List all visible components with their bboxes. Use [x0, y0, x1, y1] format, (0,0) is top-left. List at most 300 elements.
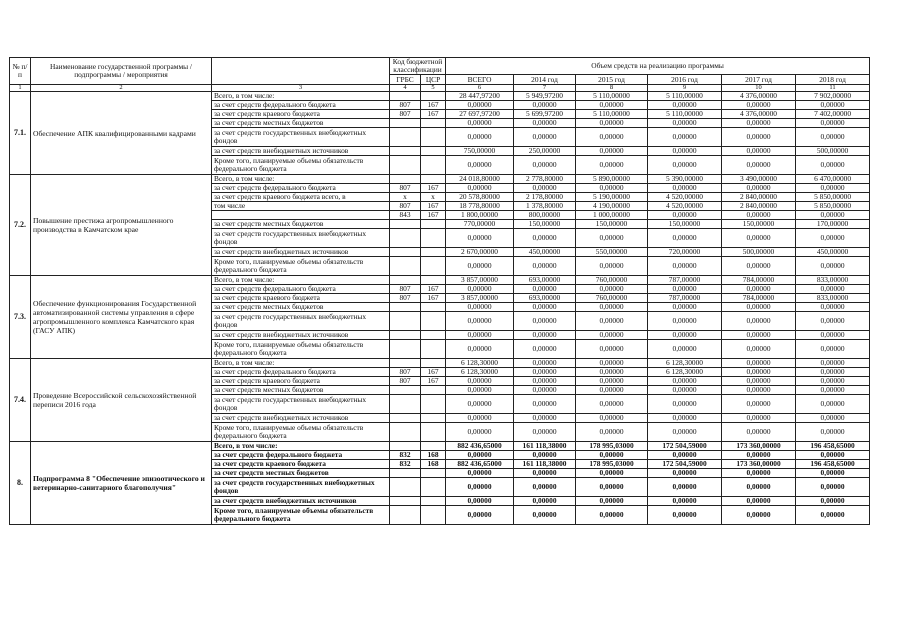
csr-code	[421, 414, 446, 423]
grbs-code	[390, 128, 421, 147]
amount-year: 450,00000	[796, 248, 870, 257]
csr-code	[421, 175, 446, 184]
amount-total: 0,00000	[446, 469, 514, 478]
amount-year: 0,00000	[576, 303, 648, 312]
amount-year: 0,00000	[648, 340, 722, 359]
amount-year: 0,00000	[796, 101, 870, 110]
amount-year: 0,00000	[796, 156, 870, 175]
amount-year: 0,00000	[722, 128, 796, 147]
amount-year: 0,00000	[796, 119, 870, 128]
amount-total: 0,00000	[446, 312, 514, 331]
csr-code: 167	[421, 368, 446, 377]
amount-year: 0,00000	[722, 101, 796, 110]
amount-year: 150,00000	[722, 220, 796, 229]
amount-total: 0,00000	[446, 386, 514, 395]
header-year: 2018 год	[796, 75, 870, 85]
amount-year: 5 110,00000	[576, 110, 648, 119]
grbs-code	[390, 497, 421, 506]
amount-year: 0,00000	[796, 506, 870, 525]
amount-year: 0,00000	[514, 303, 576, 312]
grbs-code: 807	[390, 202, 421, 211]
amount-year: 787,00000	[648, 276, 722, 285]
amount-year: 0,00000	[648, 377, 722, 386]
amount-year: 0,00000	[796, 312, 870, 331]
amount-year: 0,00000	[722, 229, 796, 248]
amount-year: 0,00000	[722, 119, 796, 128]
amount-total: 0,00000	[446, 285, 514, 294]
amount-year: 6 128,30000	[648, 368, 722, 377]
funding-source: за счет средств краевого бюджета всего, в	[212, 193, 390, 202]
amount-year: 0,00000	[722, 414, 796, 423]
amount-year: 2 178,80000	[514, 193, 576, 202]
amount-year: 0,00000	[576, 368, 648, 377]
amount-year: 0,00000	[576, 423, 648, 442]
funding-source: за счет средств федерального бюджета	[212, 101, 390, 110]
budget-table	[9, 57, 870, 525]
grbs-code	[390, 220, 421, 229]
amount-year: 0,00000	[722, 312, 796, 331]
table-body	[10, 92, 870, 525]
amount-year: 0,00000	[576, 497, 648, 506]
csr-code	[421, 257, 446, 276]
grbs-code	[390, 506, 421, 525]
amount-year: 4 376,00000	[722, 92, 796, 101]
amount-year: 5 850,00000	[796, 193, 870, 202]
amount-year: 7 402,00000	[796, 110, 870, 119]
grbs-code	[390, 331, 421, 340]
grbs-code	[390, 156, 421, 175]
funding-source: за счет средств государственных внебюджетных фондов	[212, 128, 390, 147]
amount-year: 0,00000	[576, 340, 648, 359]
amount-year: 0,00000	[648, 386, 722, 395]
funding-source: за счет средств внебюджетных источников	[212, 497, 390, 506]
column-number: 7	[514, 85, 576, 92]
grbs-code: 807	[390, 377, 421, 386]
funding-source: за счет средств государственных внебюджетных фондов	[212, 395, 390, 414]
grbs-code: 807	[390, 184, 421, 193]
amount-year: 720,00000	[648, 248, 722, 257]
amount-year: 7 902,00000	[796, 92, 870, 101]
amount-total: 882 436,65000	[446, 442, 514, 451]
section-number: 7.4.	[10, 359, 31, 442]
amount-total: 0,00000	[446, 377, 514, 386]
csr-code	[421, 506, 446, 525]
amount-year: 0,00000	[514, 377, 576, 386]
amount-year: 196 458,65000	[796, 442, 870, 451]
amount-year: 0,00000	[514, 331, 576, 340]
amount-total: 2 670,00000	[446, 248, 514, 257]
amount-year: 0,00000	[722, 451, 796, 460]
amount-year: 500,00000	[722, 248, 796, 257]
funding-source: за счет средств местных бюджетов	[212, 386, 390, 395]
table-row	[10, 276, 870, 285]
amount-year: 0,00000	[648, 497, 722, 506]
column-number: 4	[390, 85, 421, 92]
grbs-code: 843	[390, 211, 421, 220]
amount-year: 150,00000	[576, 220, 648, 229]
amount-year: 0,00000	[576, 469, 648, 478]
grbs-code: x	[390, 193, 421, 202]
amount-year: 0,00000	[514, 506, 576, 525]
amount-year: 2 778,80000	[514, 175, 576, 184]
csr-code	[421, 331, 446, 340]
amount-year: 0,00000	[722, 257, 796, 276]
amount-year: 0,00000	[648, 423, 722, 442]
amount-year: 0,00000	[648, 229, 722, 248]
amount-year: 0,00000	[722, 377, 796, 386]
funding-source: за счет средств краевого бюджета	[212, 294, 390, 303]
header-source	[212, 58, 390, 85]
csr-code	[421, 359, 446, 368]
amount-year: 4 376,00000	[722, 110, 796, 119]
section-number: 7.3.	[10, 276, 31, 359]
amount-year: 5 190,00000	[576, 193, 648, 202]
csr-code	[421, 248, 446, 257]
amount-year: 693,00000	[514, 276, 576, 285]
amount-year: 0,00000	[514, 414, 576, 423]
grbs-code: 807	[390, 294, 421, 303]
funding-source: за счет средств государственных внебюджетных фондов	[212, 229, 390, 248]
amount-year: 0,00000	[796, 184, 870, 193]
amount-year: 5 110,00000	[576, 92, 648, 101]
csr-code: 167	[421, 101, 446, 110]
amount-year: 4 520,00000	[648, 202, 722, 211]
funding-source: за счет средств федерального бюджета	[212, 368, 390, 377]
table-row	[10, 359, 870, 368]
amount-year: 0,00000	[576, 506, 648, 525]
amount-year: 0,00000	[648, 156, 722, 175]
amount-year: 550,00000	[576, 248, 648, 257]
amount-year: 833,00000	[796, 276, 870, 285]
funding-source: за счет средств краевого бюджета	[212, 460, 390, 469]
amount-total: 0,00000	[446, 414, 514, 423]
amount-year: 0,00000	[796, 377, 870, 386]
amount-year: 0,00000	[514, 469, 576, 478]
amount-year: 0,00000	[576, 377, 648, 386]
amount-year: 0,00000	[796, 331, 870, 340]
amount-year: 0,00000	[576, 359, 648, 368]
amount-year: 0,00000	[514, 184, 576, 193]
table-row	[10, 175, 870, 184]
amount-year: 4 520,00000	[648, 193, 722, 202]
amount-year: 0,00000	[576, 257, 648, 276]
amount-year: 833,00000	[796, 294, 870, 303]
grbs-code	[390, 395, 421, 414]
funding-source: Кроме того, планируемые объемы обязательств федерального бюджета	[212, 340, 390, 359]
amount-year: 0,00000	[648, 451, 722, 460]
amount-year: 0,00000	[576, 128, 648, 147]
amount-year: 0,00000	[514, 285, 576, 294]
amount-year: 0,00000	[796, 211, 870, 220]
header-year: 2014 год	[514, 75, 576, 85]
funding-source: за счет средств внебюджетных источников	[212, 248, 390, 257]
amount-year: 0,00000	[722, 506, 796, 525]
amount-year: 0,00000	[722, 386, 796, 395]
section-number: 7.2.	[10, 175, 31, 276]
amount-total: 28 447,97200	[446, 92, 514, 101]
csr-code	[421, 220, 446, 229]
funding-source: за счет средств краевого бюджета	[212, 377, 390, 386]
amount-year: 0,00000	[576, 331, 648, 340]
amount-year: 0,00000	[722, 469, 796, 478]
column-number: 5	[421, 85, 446, 92]
amount-year: 0,00000	[514, 312, 576, 331]
csr-code	[421, 442, 446, 451]
funding-source: Кроме того, планируемые объемы обязательств федерального бюджета	[212, 423, 390, 442]
amount-year: 5 850,00000	[796, 202, 870, 211]
amount-total: 0,00000	[446, 497, 514, 506]
amount-year: 0,00000	[722, 184, 796, 193]
grbs-code: 807	[390, 285, 421, 294]
column-number: 11	[796, 85, 870, 92]
csr-code	[421, 395, 446, 414]
amount-year: 0,00000	[576, 147, 648, 156]
csr-code: 168	[421, 460, 446, 469]
grbs-code: 807	[390, 368, 421, 377]
grbs-code	[390, 175, 421, 184]
amount-year: 250,00000	[514, 147, 576, 156]
funding-source: за счет средств федерального бюджета	[212, 285, 390, 294]
amount-year: 0,00000	[576, 119, 648, 128]
amount-year: 173 360,00000	[722, 442, 796, 451]
amount-year: 0,00000	[796, 368, 870, 377]
column-number: 1	[10, 85, 31, 92]
funding-source: Кроме того, планируемые объемы обязательств федерального бюджета	[212, 257, 390, 276]
funding-source: за счет средств местных бюджетов	[212, 119, 390, 128]
csr-code	[421, 156, 446, 175]
amount-year: 0,00000	[576, 395, 648, 414]
amount-year: 2 840,00000	[722, 202, 796, 211]
amount-year: 0,00000	[648, 469, 722, 478]
funding-source: за счет средств местных бюджетов	[212, 303, 390, 312]
funding-source: том числе	[212, 202, 390, 211]
amount-year: 0,00000	[648, 128, 722, 147]
amount-year: 0,00000	[648, 303, 722, 312]
grbs-code	[390, 423, 421, 442]
csr-code	[421, 147, 446, 156]
section-name: Подпрограмма 8 "Обеспечение эпизоотического и ветеринарно-санитарного благополучия"	[31, 442, 212, 525]
csr-code: 167	[421, 285, 446, 294]
csr-code	[421, 423, 446, 442]
funding-source: Кроме того, планируемые объемы обязательств федерального бюджета	[212, 506, 390, 525]
grbs-code	[390, 92, 421, 101]
amount-year: 161 118,38000	[514, 460, 576, 469]
header-csr: ЦСР	[421, 75, 446, 85]
grbs-code	[390, 147, 421, 156]
amount-year: 0,00000	[796, 478, 870, 497]
amount-year: 0,00000	[648, 285, 722, 294]
amount-year: 0,00000	[648, 414, 722, 423]
amount-year: 693,00000	[514, 294, 576, 303]
funding-source: за счет средств местных бюджетов	[212, 469, 390, 478]
csr-code: 167	[421, 377, 446, 386]
csr-code: 167	[421, 211, 446, 220]
amount-year: 0,00000	[514, 229, 576, 248]
column-number: 10	[722, 85, 796, 92]
column-number: 3	[212, 85, 390, 92]
amount-year: 760,00000	[576, 276, 648, 285]
funding-source: за счет средств внебюджетных источников	[212, 414, 390, 423]
amount-total: 0,00000	[446, 303, 514, 312]
funding-source: Кроме того, планируемые объемы обязательств федерального бюджета	[212, 156, 390, 175]
csr-code: 168	[421, 451, 446, 460]
amount-year: 5 110,00000	[648, 110, 722, 119]
amount-year: 784,00000	[722, 294, 796, 303]
header-year: 2017 год	[722, 75, 796, 85]
amount-year: 0,00000	[648, 506, 722, 525]
amount-year: 450,00000	[514, 248, 576, 257]
amount-total: 0,00000	[446, 128, 514, 147]
amount-total: 882 436,65000	[446, 460, 514, 469]
grbs-code	[390, 469, 421, 478]
amount-year: 0,00000	[722, 211, 796, 220]
amount-total: 0,00000	[446, 156, 514, 175]
amount-total: 0,00000	[446, 101, 514, 110]
amount-year: 0,00000	[722, 331, 796, 340]
amount-year: 196 458,65000	[796, 460, 870, 469]
amount-year: 0,00000	[648, 211, 722, 220]
amount-total: 0,00000	[446, 395, 514, 414]
amount-total: 6 128,30000	[446, 368, 514, 377]
amount-year: 0,00000	[722, 285, 796, 294]
amount-year: 170,00000	[796, 220, 870, 229]
amount-year: 0,00000	[576, 285, 648, 294]
header-year: 2015 год	[576, 75, 648, 85]
section-name: Проведение Всероссийской сельскохозяйственной переписи 2016 года	[31, 359, 212, 442]
amount-year: 2 840,00000	[722, 193, 796, 202]
grbs-code: 832	[390, 451, 421, 460]
amount-year: 0,00000	[648, 395, 722, 414]
grbs-code	[390, 303, 421, 312]
funding-source: за счет средств государственных внебюджетных фондов	[212, 478, 390, 497]
grbs-code	[390, 359, 421, 368]
table-row	[10, 92, 870, 101]
amount-year: 150,00000	[648, 220, 722, 229]
header-program-name: Наименование государственной программы / подпрограммы / мероприятия	[31, 58, 212, 85]
grbs-code	[390, 229, 421, 248]
amount-year: 0,00000	[796, 451, 870, 460]
csr-code	[421, 469, 446, 478]
grbs-code	[390, 312, 421, 331]
amount-year: 0,00000	[514, 257, 576, 276]
column-number: 9	[648, 85, 722, 92]
grbs-code	[390, 248, 421, 257]
amount-year: 172 504,59000	[648, 442, 722, 451]
amount-year: 178 995,03000	[576, 460, 648, 469]
amount-year: 1 378,80000	[514, 202, 576, 211]
amount-year: 3 490,00000	[722, 175, 796, 184]
amount-year: 0,00000	[796, 359, 870, 368]
amount-year: 0,00000	[796, 469, 870, 478]
funding-source: Всего, в том числе:	[212, 92, 390, 101]
grbs-code	[390, 119, 421, 128]
amount-total: 0,00000	[446, 340, 514, 359]
amount-year: 0,00000	[796, 340, 870, 359]
amount-total: 0,00000	[446, 423, 514, 442]
csr-code	[421, 478, 446, 497]
amount-year: 0,00000	[796, 229, 870, 248]
amount-year: 5 390,00000	[648, 175, 722, 184]
amount-year: 0,00000	[514, 395, 576, 414]
funding-source: Всего, в том числе:	[212, 442, 390, 451]
amount-total: 3 857,00000	[446, 294, 514, 303]
amount-year: 0,00000	[514, 478, 576, 497]
amount-year: 1 000,00000	[576, 211, 648, 220]
amount-year: 0,00000	[514, 128, 576, 147]
amount-total: 0,00000	[446, 184, 514, 193]
amount-total: 0,00000	[446, 478, 514, 497]
amount-year: 0,00000	[722, 156, 796, 175]
amount-total: 3 857,00000	[446, 276, 514, 285]
amount-year: 6 128,30000	[648, 359, 722, 368]
amount-total: 27 697,97200	[446, 110, 514, 119]
column-number: 2	[31, 85, 212, 92]
amount-total: 1 800,00000	[446, 211, 514, 220]
amount-year: 0,00000	[514, 156, 576, 175]
amount-year: 0,00000	[576, 156, 648, 175]
amount-year: 0,00000	[576, 101, 648, 110]
amount-year: 0,00000	[576, 414, 648, 423]
amount-year: 0,00000	[722, 359, 796, 368]
amount-year: 0,00000	[648, 184, 722, 193]
amount-year: 760,00000	[576, 294, 648, 303]
amount-total: 750,00000	[446, 147, 514, 156]
table-row	[10, 442, 870, 451]
amount-year: 0,00000	[722, 395, 796, 414]
header-funding: Объем средств на реализацию программы	[446, 58, 870, 75]
amount-total: 0,00000	[446, 451, 514, 460]
amount-year: 0,00000	[514, 119, 576, 128]
amount-year: 5 110,00000	[648, 92, 722, 101]
amount-total: 24 018,80000	[446, 175, 514, 184]
grbs-code: 807	[390, 101, 421, 110]
amount-total: 18 778,80000	[446, 202, 514, 211]
amount-year: 172 504,59000	[648, 460, 722, 469]
amount-year: 0,00000	[514, 386, 576, 395]
csr-code: 167	[421, 184, 446, 193]
amount-year: 0,00000	[796, 303, 870, 312]
grbs-code	[390, 442, 421, 451]
header-grbs: ГРБС	[390, 75, 421, 85]
funding-source: Всего, в том числе:	[212, 276, 390, 285]
amount-year: 0,00000	[796, 386, 870, 395]
amount-year: 0,00000	[514, 451, 576, 460]
amount-total: 0,00000	[446, 119, 514, 128]
funding-source: за счет средств федерального бюджета	[212, 184, 390, 193]
grbs-code: 832	[390, 460, 421, 469]
csr-code: 167	[421, 110, 446, 119]
amount-year: 6 470,00000	[796, 175, 870, 184]
amount-year: 0,00000	[796, 497, 870, 506]
section-number: 7.1.	[10, 92, 31, 175]
amount-year: 5 949,97200	[514, 92, 576, 101]
section-name: Повышение престижа агропромышленного производства в Камчатском крае	[31, 175, 212, 276]
section-name: Обеспечение функционирования Государственной автоматизированной системы управления в сфере агропромышленного комплекса Камчатского края (ГАСУ АПК)	[31, 276, 212, 359]
header-total: ВСЕГО	[446, 75, 514, 85]
column-number: 8	[576, 85, 648, 92]
amount-total: 20 578,80000	[446, 193, 514, 202]
csr-code	[421, 276, 446, 285]
funding-source	[212, 211, 390, 220]
csr-code: 167	[421, 202, 446, 211]
document-sheet	[9, 57, 870, 525]
amount-year: 0,00000	[722, 497, 796, 506]
amount-year: 0,00000	[722, 340, 796, 359]
section-number: 8.	[10, 442, 31, 525]
amount-year: 0,00000	[576, 312, 648, 331]
amount-year: 5 890,00000	[576, 175, 648, 184]
funding-source: за счет средств местных бюджетов	[212, 220, 390, 229]
